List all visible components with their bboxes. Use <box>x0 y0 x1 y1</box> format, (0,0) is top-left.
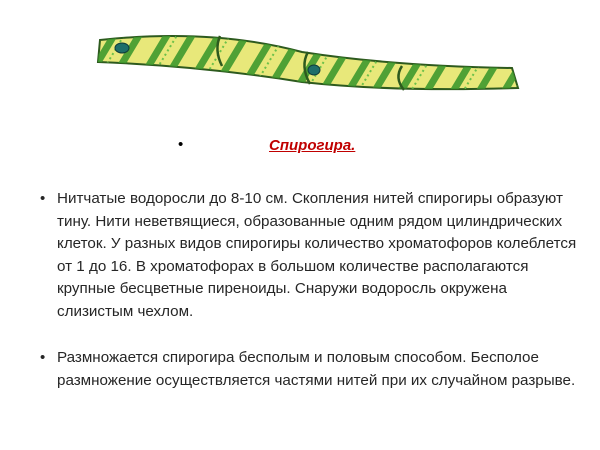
spirogyra-filament-illustration <box>92 22 532 114</box>
slide-title: Спирогира. <box>269 137 356 154</box>
slide-title-row <box>178 136 498 158</box>
paragraph-reproduction <box>40 347 580 392</box>
bullet-icon: • <box>40 349 46 366</box>
paragraph-text: Размножается спирогира бесполым и половым способом. Бесполое размножение осуществляется частями нитей при их случайном разрыве. <box>57 349 576 389</box>
paragraph-text: Нитчатые водоросли до 8-10 см. Скопления нитей спирогиры образуют тину. Нити неветвящиеся, образованные одним рядом цилиндрических клеток. У разных видов спирогиры количество хроматофоров колеблется от 1 до 16. В хроматофорах в большом количестве располагаются крупные бесцветные пиреноиды. Снаружи водоросль окружена слизистым чехлом. <box>57 190 577 320</box>
bullet-icon: • <box>40 190 46 207</box>
paragraph-description <box>40 188 580 323</box>
bullet-icon: • <box>178 136 184 153</box>
nucleus-icon <box>115 43 129 53</box>
nucleus-icon <box>308 65 320 75</box>
